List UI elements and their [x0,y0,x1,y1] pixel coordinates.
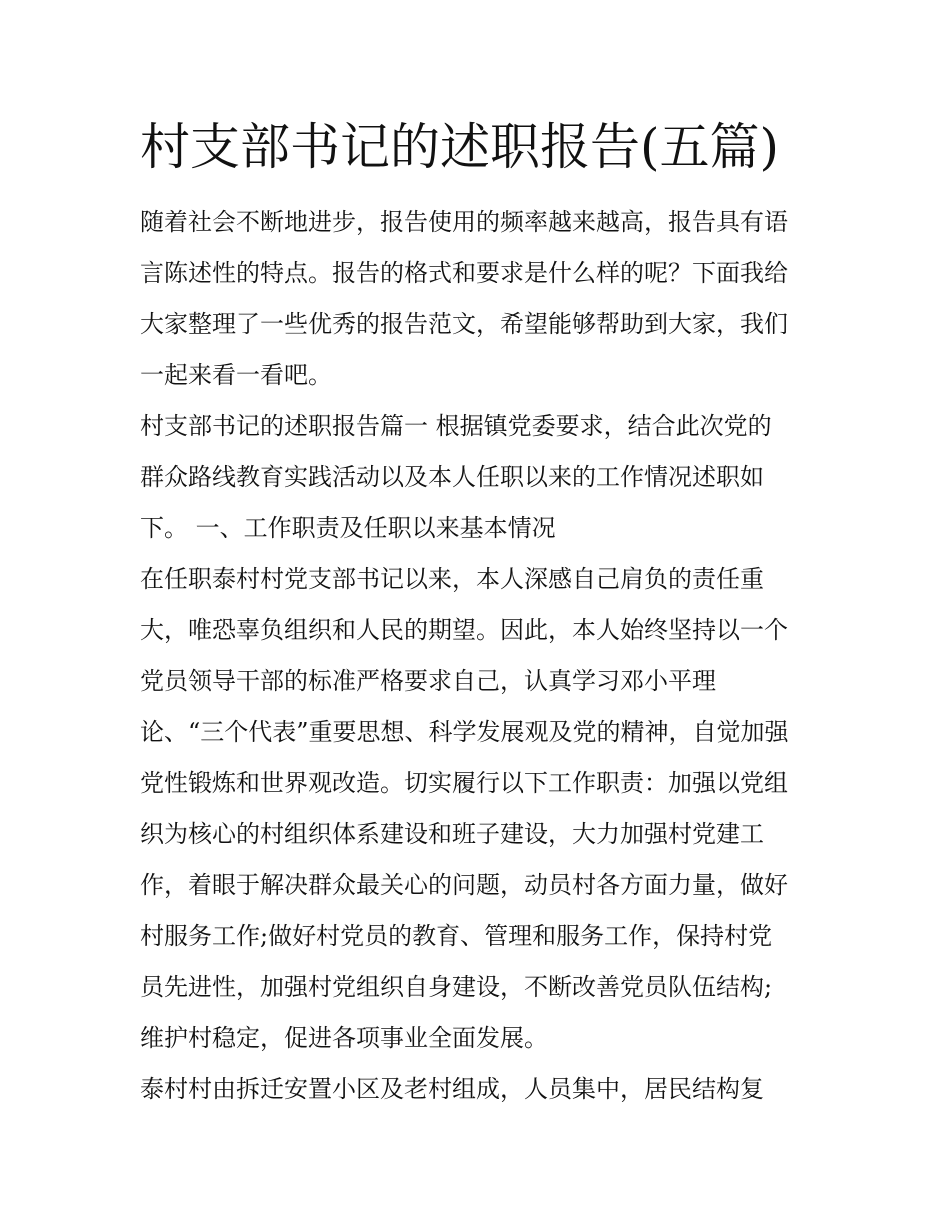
body-line: 维护村稳定，促进各项事业全面发展。 [140,1024,548,1052]
body-line: 随着社会不断地进步，报告使用的频率越来越高，报告具有语 [140,208,788,236]
body-line: 泰村村由拆迁安置小区及老村组成，人员集中，居民结构复 [140,1075,764,1103]
body-line: 言陈述性的特点。报告的格式和要求是什么样的呢？下面我给 [140,259,788,287]
body-line: 论、“三个代表”重要思想、科学发展观及党的精神，自觉加强 [140,718,789,746]
body-line: 织为核心的村组织体系建设和班子建设，大力加强村党建工 [140,820,764,848]
body-line: 党性锻炼和世界观改造。切实履行以下工作职责：加强以党组 [140,769,788,797]
body-line: 员先进性，加强村党组织自身建设，不断改善党员队伍结构; [140,973,773,1001]
body-line: 党员领导干部的标准严格要求自己，认真学习邓小平理 [140,667,716,695]
body-line: 村服务工作;做好村党员的教育、管理和服务工作，保持村党 [140,922,773,950]
body-line: 一起来看一看吧。 [140,361,332,389]
body-line: 下。 一、工作职责及任职以来基本情况 [140,514,556,542]
document-title: 村支部书记的述职报告(五篇) [140,118,780,176]
document-body [140,197,830,1115]
body-line: 大，唯恐辜负组织和人民的期望。因此，本人始终坚持以一个 [140,616,788,644]
body-line: 在任职泰村村党支部书记以来，本人深感自己肩负的责任重 [140,565,764,593]
body-line: 大家整理了一些优秀的报告范文，希望能够帮助到大家，我们 [140,310,788,338]
body-line: 村支部书记的述职报告篇一 根据镇党委要求，结合此次党的 [140,412,772,440]
body-line: 群众路线教育实践活动以及本人任职以来的工作情况述职如 [140,463,764,491]
body-line: 作，着眼于解决群众最关心的问题，动员村各方面力量，做好 [140,871,788,899]
